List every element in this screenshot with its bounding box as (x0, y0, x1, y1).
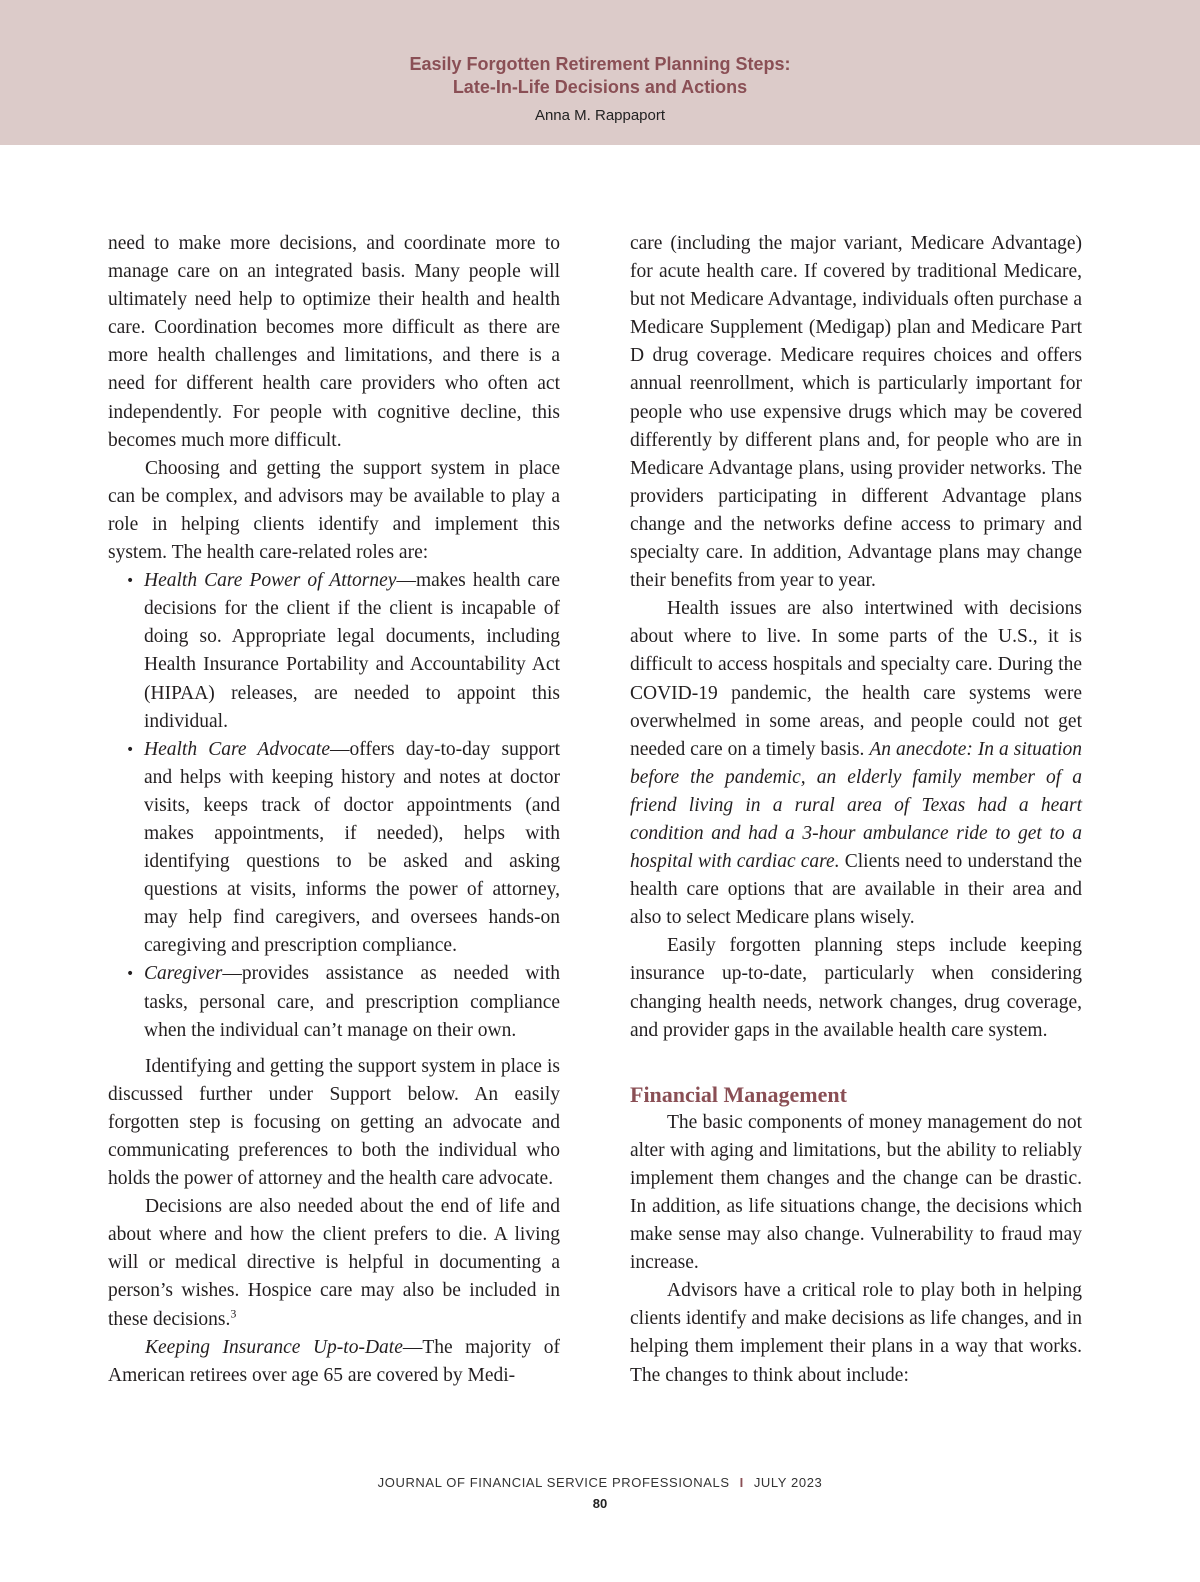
bullet-icon: • (126, 741, 135, 758)
list-item (108, 960, 560, 1044)
article-title-line2: Late-In-Life Decisions and Actions (452, 77, 748, 97)
page-footer (0, 1475, 1200, 1511)
left-column (108, 230, 560, 1390)
right-column (630, 230, 1082, 1390)
list-item-term: Health Care Advocate (144, 738, 330, 760)
section-heading: Financial Management (630, 1081, 847, 1107)
header-banner (0, 0, 1200, 145)
paragraph: Choosing and getting the support system in place can be complex, and advisors may be available to play a role in helping clients identify and implement this system. The health care-related roles are: (108, 457, 560, 564)
paragraph: The basic components of money management do not alter with aging and limitations, but the ability to reliably implement them changes and the change can be drastic. In addition, as life situations change, the decisions which make sense may also change. Vulnerability to fraud may increase. (630, 1111, 1082, 1274)
anecdote-text: An anecdote: In a situation before the pandemic, an elderly family member of a friend living in a rural area of Texas had a heart condition and had a 3-hour ambulance ride to get to a hospital with cardiac care. (630, 738, 1083, 873)
bullet-icon: • (126, 966, 135, 983)
article-author: Anna M. Rappaport (534, 107, 666, 124)
paragraph: need to make more decisions, and coordinate more to manage care on an integrated basis. Many people will ultimately need help to optimize their health and health care. Coordination becomes more difficult as there are more health challenges and limitations, and there is a need for different health care providers who often act independently. For people with cognitive decline, this becomes much more difficult. (108, 233, 560, 451)
list-item-term: Caregiver (144, 963, 223, 985)
paragraph: care (including the major variant, Medicare Advantage) for acute health care. If covered by traditional Medicare, but not Medicare Advantage, individuals often purchase a Medicare Supplement (Medigap) plan and Medicare Part D drug coverage. Medicare requires choices and offers annual reenrollment, which is particularly important for people who use expensive drugs which may be covered differently by different plans and, for people who are in Medicare Advantage plans, using provider networks. The providers participating in different Advantage plans change and the networks define access to primary and specialty care. In addition, Advantage plans may change their benefits from year to year. (630, 233, 1082, 592)
paragraph-text: Decisions are also needed about the end of life and about where and how the client prefers to die. A living will or medical directive is helpful in documenting a person’s wishes. Hospice care may also be included in these decisions. (108, 1196, 560, 1330)
issue-date: JULY 2023 (753, 1475, 823, 1490)
article-title-line1: Easily Forgotten Retirement Planning Steps: (409, 54, 791, 74)
footer-separator: I (739, 1475, 744, 1490)
paragraph (630, 595, 1082, 932)
paragraph: Identifying and getting the support system in place is discussed further under Support below. An easily forgotten step is focusing on getting an advocate and communicating preferences to both the individual who holds the power of attorney and the health care advocate. (108, 1055, 560, 1190)
paragraph: Advisors have a critical role to play both in helping clients identify and make decisions as life changes, and in helping them implement their plans in a way that works. The changes to think about include: (630, 1280, 1082, 1386)
list-item-text: —provides assistance as needed with tasks, personal care, and prescription compliance when the individual can’t manage on their own. (144, 963, 560, 1041)
paragraph-lead-term: Keeping Insurance Up-to-Date (145, 1336, 403, 1358)
footnote-marker: 3 (230, 1306, 237, 1321)
paragraph-text: Clients need to understand the health care options that are available in their area and also to select Medicare plans wisely. (630, 851, 1083, 929)
list-item-text: —makes health care decisions for the client if the client is incapable of doing so. Appropriate legal documents, including Health Insurance Portability and Accountability Act (HIPAA) releases, are needed to appoint this individual. (144, 570, 560, 732)
list-item (108, 567, 560, 736)
paragraph (108, 1334, 560, 1390)
list-item (108, 736, 560, 961)
bullet-icon: • (126, 573, 135, 590)
roles-list (108, 567, 560, 1045)
page-number: 80 (592, 1496, 608, 1511)
paragraph: Easily forgotten planning steps include keeping insurance up-to-date, particularly when considering changing health needs, network changes, drug coverage, and provider gaps in the available health care system. (630, 935, 1082, 1041)
list-item-text: —offers day-to-day support and helps with keeping history and notes at doctor visits, keeps track of doctor appointments (and makes appointments, if needed), helps with identifying questions to be asked and asking questions at visits, informs the power of attorney, may help find caregivers, and oversees hands-on caregiving and prescription compliance. (144, 738, 561, 957)
list-item-term: Health Care Power of Attorney (144, 570, 397, 592)
paragraph-text: —The majority of American retirees over age 65 are covered by Medi- (108, 1336, 560, 1386)
paragraph (108, 1193, 560, 1333)
paragraph-text: Health issues are also intertwined with decisions about where to live. In some parts of the U.S., it is difficult to access hospitals and specialty care. During the COVID-19 pandemic, the health care systems were overwhelmed in some areas, and people could not get needed care on a timely basis. (630, 598, 1082, 760)
journal-line (0, 1475, 1200, 1490)
journal-name: JOURNAL OF FINANCIAL SERVICE PROFESSIONALS (377, 1475, 730, 1490)
